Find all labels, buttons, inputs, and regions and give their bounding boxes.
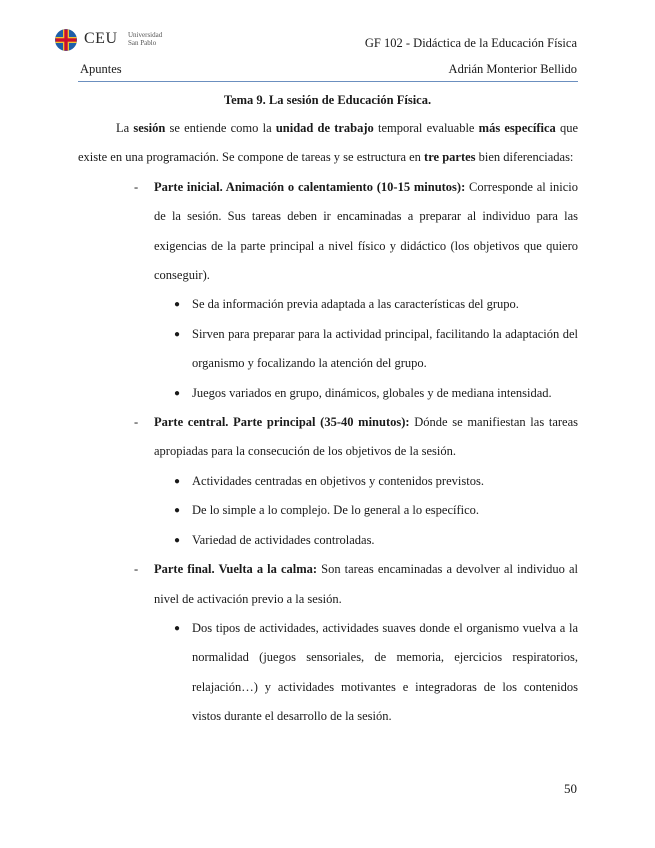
intro-text: temporal evaluable bbox=[373, 121, 479, 135]
part-text: Dónde se manifiestan las tareas apropiadas para la consecución de los objetivos de la sesión. bbox=[154, 415, 578, 459]
part-text: Corresponde al inicio de la sesión. Sus tareas deben ir encaminadas a preparar al individuo para las exigencias de la parte principal a nivel físico y didáctico (los objetivos que quiero conseguir). bbox=[154, 179, 578, 283]
list-item-text: Se da información previa adaptada a las características del grupo. bbox=[192, 297, 519, 312]
bullet-icon: ● bbox=[174, 534, 181, 546]
intro-text: bien diferenciadas: bbox=[475, 150, 574, 165]
intro-bold-term: tre partes bbox=[424, 150, 476, 165]
bullet-icon: ● bbox=[174, 505, 181, 517]
section-title: Tema 9. La sesión de Educación Física. bbox=[223, 93, 432, 107]
dash-marker: - bbox=[134, 415, 139, 430]
intro-bold-term: unidad de trabajo bbox=[275, 121, 374, 135]
document-body bbox=[78, 114, 578, 732]
session-part-central bbox=[78, 408, 578, 467]
list-item bbox=[78, 290, 578, 319]
list-item bbox=[78, 614, 578, 732]
part-heading: Parte central. Parte principal (35-40 minutos): bbox=[154, 415, 410, 430]
list-item bbox=[78, 526, 578, 555]
list-item-text: Dos tipos de actividades, actividades suaves donde el organismo vuelva a la normalidad (juegos sensoriales, de memoria, ejercicios respiratorios, relajación…) y actividades motivantes e integradoras de los contenidos vistos durante el desarrollo de la sesión. bbox=[192, 620, 578, 724]
bullet-icon: ● bbox=[174, 475, 181, 487]
course-title: GF 102 - Didáctica de la Educación Física bbox=[364, 36, 577, 50]
list-item-text: Variedad de actividades controladas. bbox=[192, 532, 375, 547]
list-item-text: Juegos variados en grupo, dinámicos, globales y de mediana intensidad. bbox=[192, 385, 552, 400]
list-item-text: Actividades centradas en objetivos y contenidos previstos. bbox=[192, 473, 484, 488]
intro-bold-term: sesión bbox=[133, 121, 166, 135]
dash-marker: - bbox=[134, 562, 139, 577]
intro-text: que existe en una programación. Se compone de tareas y se estructura en bbox=[78, 121, 578, 165]
part-heading: Parte final. Vuelta a la calma: bbox=[154, 562, 318, 577]
list-item bbox=[78, 379, 578, 408]
part-heading: Parte inicial. Animación o calentamiento (10-15 minutos): bbox=[154, 179, 466, 194]
list-item-text: De lo simple a lo complejo. De lo general a lo específico. bbox=[192, 503, 480, 518]
list-item bbox=[78, 467, 578, 496]
bullet-icon: ● bbox=[174, 622, 181, 634]
page-number: 50 bbox=[564, 781, 577, 796]
bullet-icon: ● bbox=[174, 387, 181, 399]
list-item-text: Sirven para preparar para la actividad principal, facilitando la adaptación del organismo y focalizando la atención del grupo. bbox=[192, 326, 578, 371]
logo-subtext: Universidad San Pablo bbox=[128, 31, 163, 47]
bullet-list bbox=[78, 614, 578, 732]
list-item bbox=[78, 320, 578, 379]
header-divider bbox=[78, 81, 578, 82]
bullet-list bbox=[78, 467, 578, 555]
bullet-icon: ● bbox=[174, 328, 181, 340]
bullet-icon: ● bbox=[174, 299, 181, 311]
session-part-final bbox=[78, 555, 578, 614]
university-logo bbox=[54, 28, 174, 56]
dash-marker: - bbox=[134, 179, 139, 194]
intro-paragraph bbox=[78, 114, 578, 173]
part-text: Son tareas encaminadas a devolver al individuo al nivel de activación previo a la sesión. bbox=[154, 562, 578, 606]
ceu-logo-icon bbox=[54, 28, 78, 52]
intro-text: La bbox=[116, 121, 134, 135]
intro-text: se entiende como la bbox=[165, 121, 276, 135]
author-name: Adrián Monterior Bellido bbox=[448, 62, 577, 76]
notes-label: Apuntes bbox=[80, 62, 122, 76]
page-header bbox=[0, 0, 655, 82]
intro-bold-term: más específica bbox=[478, 121, 556, 135]
bullet-list bbox=[78, 290, 578, 408]
session-part-initial bbox=[78, 173, 578, 291]
logo-text: CEU bbox=[84, 30, 118, 47]
list-item bbox=[78, 496, 578, 525]
